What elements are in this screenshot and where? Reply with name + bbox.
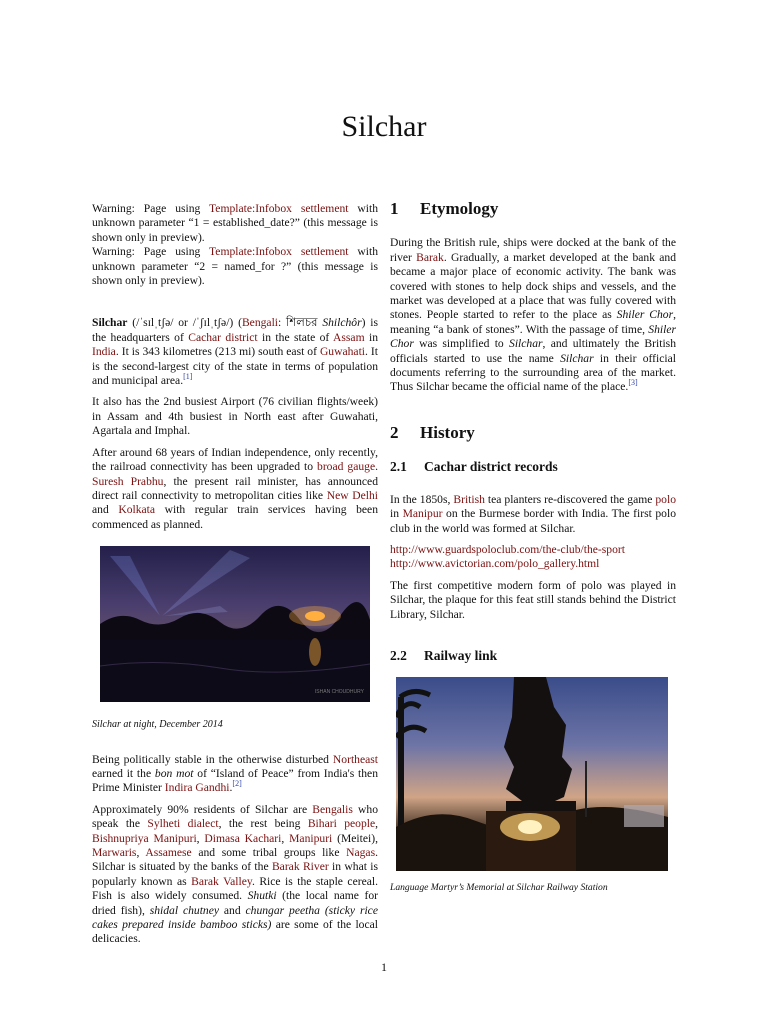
figure-silchar-night <box>92 546 378 732</box>
subsection-heading-cachar <box>390 460 676 474</box>
external-link[interactable]: http://www.avictorian.com/polo_gallery.html <box>390 557 600 571</box>
wiki-link[interactable]: Assam <box>333 330 365 344</box>
citation-ref[interactable]: [3] <box>628 378 638 388</box>
page-title: Silchar <box>341 110 427 143</box>
right-column <box>390 199 676 896</box>
citation-ref[interactable]: [2] <box>232 779 242 789</box>
wiki-link[interactable]: Barak Valley <box>191 874 252 888</box>
left-column <box>92 202 378 954</box>
section-number: 1 <box>390 199 399 218</box>
wiki-link[interactable]: Kolkata <box>118 503 156 517</box>
section-number: 2 <box>390 422 399 442</box>
italic-text: Shutki <box>247 889 277 903</box>
photo-watermark: ISHAN CHOUDHURY <box>314 688 364 695</box>
wiki-link[interactable]: Cachar district <box>188 330 258 344</box>
polo-plaque-paragraph: The first competitive modern form of polo was played in Silchar, the plaque for this feat still stands behind the District Library, Silchar. <box>390 578 676 621</box>
italic-text: Silchar <box>560 351 594 365</box>
wiki-link[interactable]: Marwaris <box>92 845 137 859</box>
warning-message: Warning: Page using Template:Infobox settlement with unknown parameter “1 = established_date?” (this message is shown only in preview). <box>92 202 379 244</box>
template-warnings <box>92 202 378 288</box>
silchar-night-photo <box>100 546 370 702</box>
wiki-link[interactable]: Manipur <box>402 507 443 521</box>
italic-text: shidal chutney <box>149 903 220 917</box>
citation-ref[interactable]: [1] <box>183 372 193 382</box>
subsection-number: 2.2 <box>390 647 407 663</box>
bold-text: Silchar <box>92 316 128 330</box>
wiki-link[interactable]: Assamese <box>145 845 192 859</box>
wiki-link[interactable]: Barak River <box>271 860 329 874</box>
airport-paragraph: It also has the 2nd busiest Airport (76 civilian flights/week) in Assam and 4th busiest in North east after Guwahati, Agartala and Imphal. <box>92 395 378 438</box>
section-heading-history <box>390 422 676 442</box>
wiki-link[interactable]: Bengalis <box>312 802 353 816</box>
wiki-link[interactable]: polo <box>655 492 676 506</box>
politics-paragraph: Being politically stable in the otherwise disturbed Northeast earned it the bon mot of “Island of Peace” from India's then Prime Minister Indira Gandhi.[2] <box>92 752 378 795</box>
wiki-link[interactable]: Dimasa Kachari <box>204 831 282 845</box>
section-title: Etymology <box>420 199 499 218</box>
wiki-link[interactable]: broad gauge <box>317 460 376 474</box>
warning-message: Warning: Page using Template:Infobox settlement with unknown parameter “2 = named_for ?” (this message is shown only in preview). <box>92 245 379 288</box>
etymology-paragraph: During the British rule, ships were docked at the bank of the river Barak. Gradually, a market developed at the bank and became a major place of economic activity. The bank was covered with stones to help dock ships and vessels, and the market was developed at a place that was fully covered with stones. People started to refer to the place as Shiler Chor, meaning “a bank of stones”. With the passage of time, Shiler Chor was simplified to Silchar, and ultimately the British officials started to use the name Silchar in their official documents referring to the surrounding area of the market. Thus Silchar became the official name of the place.[3] <box>390 236 676 394</box>
wiki-link[interactable]: Bishnupriya Manipuri <box>92 831 197 845</box>
wiki-link[interactable]: Template:Infobox settlement <box>209 202 349 215</box>
wiki-link[interactable]: Sylheti dialect <box>147 817 219 831</box>
wiki-link[interactable]: Manipuri <box>289 831 333 845</box>
wiki-link[interactable]: Bengali <box>241 316 279 330</box>
intro-paragraph: Silchar (/ˈsɪlˌtʃə/ or /ˈʃɪlˌtʃə/) (Bengali: শিলচর Shilchôr) is the headquarters of Cachar district in the state of Assam in India. It is 343 kilometres (213 mi) south east of Guwahati. It is the second-largest city of the state in terms of population and municipal area.[1] <box>92 316 379 388</box>
memorial-scene-drawing <box>396 677 668 871</box>
wiki-link[interactable]: Barak <box>416 250 444 264</box>
figure-caption: Language Martyr’s Memorial at Silchar Railway Station <box>390 882 608 894</box>
subsection-number: 2.1 <box>390 459 407 475</box>
subsection-title: Cachar district records <box>424 459 558 475</box>
italic-text: bon mot <box>154 766 194 780</box>
italic-text: Shiler Chor <box>616 308 674 322</box>
page-number: 1 <box>381 960 387 974</box>
figure-caption: Silchar at night, December 2014 <box>92 719 223 731</box>
wiki-link[interactable]: New Delhi <box>326 488 378 502</box>
italic-text: chungar peetha (sticky rice cakes prepared inside bamboo sticks) <box>92 903 378 931</box>
wiki-link[interactable]: Nagas <box>346 845 376 859</box>
demographics-paragraph: Approximately 90% residents of Silchar are Bengalis who speak the Sylheti dialect, the rest being Bihari people, Bishnupriya Manipuri, Dimasa Kachari, Manipuri (Meitei), Marwaris, Assamese and some tribal groups like Nagas. Silchar is situated by the banks of the Barak River in what is popularly known as Barak Valley. Rice is the staple cereal. Fish is also widely consumed. Shutki (the local name for dried fish), shidal chutney and chungar peetha (sticky rice cakes prepared inside bamboo sticks) are some of the local delicacies. <box>92 802 379 946</box>
wiki-link[interactable]: Indira Gandhi <box>164 781 230 795</box>
wiki-link[interactable]: Northeast <box>332 752 378 766</box>
italic-text: Shiler Chor <box>390 322 676 351</box>
italic-text: Silchar <box>509 337 543 351</box>
subsection-title: Railway link <box>424 647 498 663</box>
wiki-link[interactable]: Suresh Prabhu <box>92 474 164 488</box>
subsection-heading-railway <box>390 649 676 663</box>
wiki-link[interactable]: Template:Infobox settlement <box>209 245 349 259</box>
wiki-link[interactable]: British <box>453 492 485 506</box>
memorial-photo <box>396 677 668 871</box>
section-heading-etymology <box>390 199 676 218</box>
italic-text: Shilchôr <box>322 316 362 330</box>
wiki-link[interactable]: India <box>92 345 116 359</box>
external-link[interactable]: http://www.guardspoloclub.com/the-club/the-sport <box>390 542 625 556</box>
night-scene-drawing <box>100 546 370 702</box>
polo-paragraph: In the 1850s, British tea planters re-discovered the game polo in Manipur on the Burmese border with India. The first polo club in the world was formed at Silchar. <box>390 492 676 535</box>
wiki-link[interactable]: Bihari people <box>307 817 376 831</box>
wiki-link[interactable]: Guwahati <box>319 345 366 359</box>
railroad-paragraph: After around 68 years of Indian independence, only recently, the railroad connectivity has been upgraded to broad gauge. Suresh Prabhu, the present rail minister, has announced direct rail connectivity to metropolitan cities like New Delhi and Kolkata with regular train services having been commenced as planned. <box>92 445 378 531</box>
section-title: History <box>420 422 475 442</box>
